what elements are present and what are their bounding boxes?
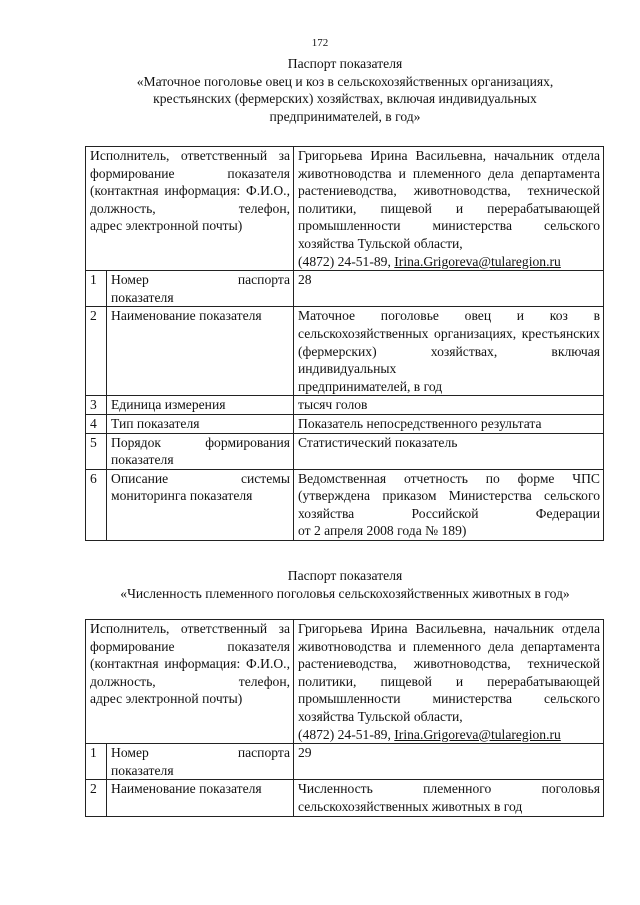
passport-subtitle-line: предпринимателей, в год» [269,108,421,124]
row-label: Единица измерения [107,396,294,415]
label-line: показателя [111,762,174,778]
passport-1-table [85,146,604,541]
value-line: предпринимателей, в год [298,378,443,394]
row-value [294,469,604,540]
executor-label [86,147,294,271]
row-label [107,271,294,307]
value-line: Маточное поголовье овец и коз в [298,308,600,324]
label-line: показателя [111,289,174,305]
contact-line [298,726,600,744]
row-label [107,744,294,780]
row-value: Статистический показатель [294,433,604,469]
row-value: 29 [294,744,604,780]
row-label [107,469,294,540]
phone-number: (4872) 24-51-89, [298,726,391,742]
email-link[interactable]: Irina.Grigoreva@tularegion.ru [394,253,561,269]
value-line: хозяйства Тульской области, [298,235,463,251]
table-row [86,307,604,396]
label-line: Ф.И.О., должность, телефон, [90,656,290,689]
passport-2-table [85,619,604,817]
label-line: за формирование показателя [90,621,290,654]
row-value: Показатель непосредственного результата [294,414,604,433]
phone-number: (4872) 24-51-89, [298,253,391,269]
row-label [107,433,294,469]
value-line: промышленности министерства сельского [298,691,600,707]
label-line: адрес электронной почты) [90,218,243,234]
value-line: включая индивидуальных [298,343,600,377]
value-line: отдела животноводства и племенного дела [298,148,600,181]
row-value [294,307,604,396]
executor-value [294,147,604,271]
table-row [86,433,604,469]
email-link[interactable]: Irina.Grigoreva@tularegion.ru [394,726,561,742]
label-line: Исполнитель, ответственный [90,148,268,163]
row-label: Наименование показателя [107,307,294,396]
row-number: 5 [86,433,107,469]
row-number: 1 [86,744,107,780]
executor-row [86,620,604,744]
passport-1-heading [80,55,610,125]
passport-subtitle-line: «Численность племенного поголовья сельскохозяйственных животных в год» [120,585,570,601]
table-row [86,744,604,780]
value-line: сельскохозяйственных животных в год [298,798,523,814]
executor-label [86,620,294,744]
value-line: животноводства, технической политики, [298,656,600,689]
row-number: 2 [86,307,107,396]
passport-2-heading [80,567,610,602]
label-line: Номер паспорта [111,745,290,761]
value-line: сельскохозяйственных организациях, [298,325,517,341]
row-label: Наименование показателя [107,780,294,816]
label-line: Описание системы [111,470,290,486]
row-number: 1 [86,271,107,307]
value-line: сельского хозяйства Российской Федерации [298,488,600,521]
label-line: Порядок формирования [111,434,290,450]
table-row [86,396,604,415]
value-line: от 2 апреля 2008 года № 189) [298,523,467,539]
row-number: 4 [86,414,107,433]
label-line: Исполнитель, ответственный [90,621,268,636]
value-line: Григорьева Ирина Васильевна, начальник [298,148,554,163]
contact-line [298,253,600,271]
value-line: промышленности министерства сельского [298,218,600,234]
row-number: 3 [86,396,107,415]
row-value [294,780,604,816]
label-line: мониторинга показателя [111,488,253,504]
table-row [86,271,604,307]
row-value: тысяч голов [294,396,604,415]
label-line: Ф.И.О., должность, телефон, [90,183,290,216]
value-line: Григорьева Ирина Васильевна, начальник [298,621,554,636]
passport-title: Паспорт показателя [287,56,403,71]
value-line: пищевой и перерабатывающей [380,200,600,216]
value-line: департамента растениеводства, [298,165,600,199]
table-row [86,469,604,540]
label-line: (контактная информация: [90,183,241,199]
row-label: Тип показателя [107,414,294,433]
table-row [86,414,604,433]
value-line: Ведомственная отчетность по форме ЧПС [298,470,600,486]
row-value: 28 [294,271,604,307]
value-line: пищевой и перерабатывающей [380,673,600,689]
value-line: животноводства, технической политики, [298,183,600,216]
passport-subtitle-line: «Маточное поголовье овец и коз в сельскохозяйственных организациях, [136,73,554,89]
table-row [86,780,604,816]
row-number: 2 [86,780,107,816]
label-line: Номер паспорта [111,272,290,288]
executor-value [294,620,604,744]
value-line: департамента растениеводства, [298,638,600,672]
label-line: адрес электронной почты) [90,691,243,707]
executor-label-text [90,148,290,235]
label-line: (контактная информация: [90,656,241,672]
passport-subtitle-line: крестьянских (фермерских) хозяйствах, включая индивидуальных [153,91,537,107]
passport-title: Паспорт показателя [287,568,403,583]
value-line: отдела животноводства и племенного дела [298,621,600,654]
label-line: показателя [111,452,174,468]
value-line: Численность племенного поголовья [298,781,600,797]
row-number: 6 [86,469,107,540]
value-line: хозяйства Тульской области, [298,708,463,724]
executor-row [86,147,604,271]
label-line: за формирование показателя [90,148,290,181]
value-line: (утверждена приказом Министерства [298,488,532,504]
page-number: 172 [311,37,329,49]
value-line: крестьянских (фермерских) хозяйствах, [298,325,600,359]
